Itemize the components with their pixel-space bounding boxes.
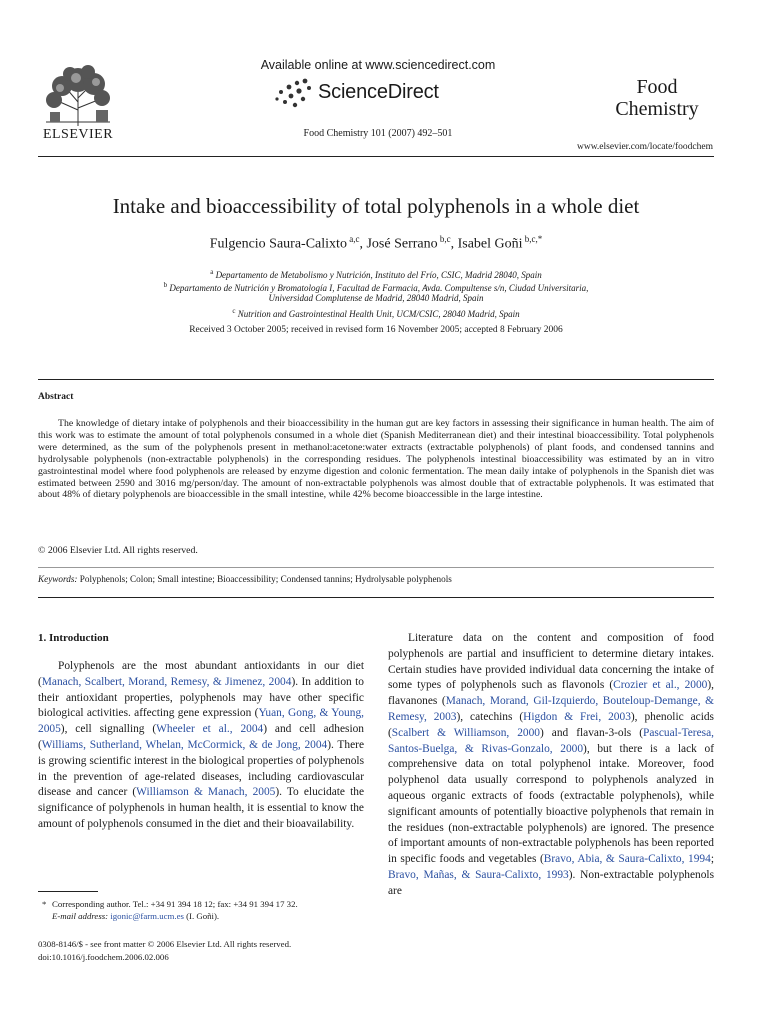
corresponding-author-footnote (38, 898, 364, 922)
body-text: ), cell signalling ( (60, 723, 157, 736)
keywords-list: Polyphenols; Colon; Small intestine; Bioaccessibility; Condensed tannins; Hydrolysable polyphenols (79, 574, 452, 584)
abstract-bottom-divider (38, 597, 714, 598)
keywords (38, 574, 452, 584)
citation-link[interactable]: Williams, Sutherland, Whelan, McCormick, & de Jong, 2004 (41, 738, 328, 751)
email-suffix: (I. Goñi). (183, 911, 220, 921)
affiliation-mark: a (210, 268, 214, 276)
keywords-label: Keywords: (38, 574, 78, 584)
author-name: Isabel Goñi (457, 236, 523, 252)
author-name: José Serrano (366, 236, 438, 252)
journal-title-line2: Chemistry (615, 98, 699, 120)
affiliation-mark: b (163, 281, 168, 289)
citation-link[interactable]: Manach, Morand, Gil-Izquierdo, Bouteloup-Demange, & Remesy, 2003 (388, 695, 715, 723)
abstract-top-divider (38, 379, 714, 380)
article-title: Intake and bioaccessibility of total polyphenols in a whole diet (112, 194, 640, 218)
journal-citation: Food Chemistry 101 (2007) 492–501 (303, 128, 453, 139)
citation-link[interactable]: Crozier et al., 2000 (613, 679, 708, 692)
publisher-name: ELSEVIER (42, 127, 114, 142)
journal-url-link[interactable]: www.elsevier.com/locate/foodchem (576, 142, 713, 152)
abstract-copyright: © 2006 Elsevier Ltd. All rights reserved. (38, 545, 198, 556)
affiliation-b-cont (38, 292, 714, 304)
affiliation-text: Universidad Complutense de Madrid, 28040 Madrid, Spain (268, 293, 484, 303)
doi-line: doi:10.1016/j.foodchem.2006.02.006 (38, 952, 169, 962)
sciencedirect-wordmark: ScienceDirect (318, 81, 439, 103)
citation-link[interactable]: Bravo, Mañas, & Saura-Calixto, 1993 (388, 868, 569, 881)
affiliation-text: Nutrition and Gastrointestinal Health Unit, UCM/CSIC, 28040 Madrid, Spain (237, 309, 520, 319)
body-text: ). To elucidate the significance of polyphenols in human health, it is essential to know the amount of polyphenols consumed in the diet and their bioavailability. (38, 786, 364, 830)
section-heading-introduction: 1. Introduction (38, 632, 109, 644)
body-text: ). There is growing scientific interest in the biological properties of polyphenols in the prevention of age-related diseases, including cardiovascular disease and cancer ( (38, 738, 364, 799)
abstract-body: The knowledge of dietary intake of polyphenols and their bioaccessibility in the human gut are key factors in assessing their significance in human health. The aim of this work was to estimate the amount of total polyphenols consumed in a whole diet (Spanish Mediterranean diet) and their intestinal bioaccessibility. Total polyphenols were determined, as the sum of the polyphenols present in methanol:acetone:water extracts (extractable polyphenols) of plant foods, and condensed tannins and hydrolysable polyphenols (non-extractable polyphenols) in the corresponding residues. The polyphenols intestinal bioaccessibility was estimated by an in vitro gastrointestinal model where food polyphenols are released by enzyme digestion and colonic fermentation. The mean daily intake of polyphenols in the Spanish diet was estimated between 2590 and 3016 mg/person/day. The amount of non-extractable polyphenols was almost double that of extractable polyphenols. It was estimated that about 48% of dietary polyphenols are bioaccessible in the small intestine, while 42% become bioaccessible in the large intestine. (38, 418, 714, 501)
footnote-star: * (42, 899, 47, 909)
body-text: ), phenolic acids ( (388, 710, 714, 739)
citation-link[interactable]: Manach, Scalbert, Morand, Remesy, & Jimenez, 2004 (41, 675, 292, 688)
body-text: Polyphenols are the most abundant antioxidants in our diet ( (38, 660, 364, 688)
available-online-text: Available online at www.sciencedirect.com (260, 58, 496, 72)
body-text: ), but there is a lack of comprehensive data on total polyphenol intake. Moreover, food polyphenol data usually correspond to polyphenols analyzed in aqueous organic extracts of foods (extractable polyphenols), while significant amounts of potentially bioactive polyphenols that remain in the residues (non-extractable polyphenols) are ignored. The presence of important amounts of non-extractable polyphenols has been reported in specific foods and vegetables ( (388, 742, 714, 866)
citation-link[interactable]: Higdon & Frei, 2003 (523, 710, 631, 723)
received-dates: Received 3 October 2005; received in revised form 16 November 2005; accepted 8 February 2006 (189, 325, 563, 335)
issn-doi-block (38, 938, 291, 964)
body-text: Literature data on the content and composition of food polyphenols are partial and insufficient to determine dietary intakes. Certain studies have provided individual data concerning the intake of some types of polyphenols such as flavonols ( (388, 632, 714, 692)
citation-link[interactable]: Williamson & Manach, 2005 (136, 786, 276, 799)
body-text: ), flavanones ( (388, 679, 715, 708)
affiliation-mark: c (232, 307, 236, 315)
email-label: E-mail address: (52, 911, 109, 921)
sciencedirect-dots-icon (273, 77, 313, 109)
body-text: ; (710, 853, 714, 866)
abstract-heading: Abstract (38, 392, 74, 402)
body-text: ), catechins ( (456, 710, 524, 723)
affiliation-text: Departamento de Nutrición y Bromatología I, Facultad de Farmacia, Avda. Compultense s/n, Ciudad Universitaria, (169, 283, 589, 293)
right-column-paragraph (388, 631, 714, 900)
body-text: ). In addition to their antioxidant properties, polyphenols may have other specific biological activities. affecting gene expression ( (38, 675, 364, 720)
email-link[interactable]: igonic@farm.ucm.es (110, 911, 184, 921)
left-column-paragraph (38, 659, 364, 833)
citation-link[interactable]: Scalbert & Williamson, 2000 (391, 726, 541, 739)
footnote-divider (38, 891, 98, 892)
citation-link[interactable]: Yuan, Gong, & Young, 2005 (38, 707, 364, 736)
abstract-mid-divider (38, 567, 714, 568)
header-divider (38, 156, 714, 157)
author-separator: , (450, 236, 458, 252)
author-name: Fulgencio Saura-Calixto (209, 236, 347, 252)
body-text: ) and cell adhesion ( (38, 723, 364, 751)
author-affiliation-mark: b,c,* (522, 234, 543, 244)
citation-link[interactable]: Wheeler et al., 2004 (156, 723, 264, 736)
citation-link[interactable]: Bravo, Abia, & Saura-Calixto, 1994 (543, 853, 711, 866)
author-affiliation-mark: a,c (346, 234, 360, 244)
citation-link[interactable]: Pascual-Teresa, Santos-Buelga, & Rivas-Gonzalo, 2000 (388, 726, 714, 755)
email-line (52, 910, 364, 922)
journal-title-line1: Food (636, 76, 678, 98)
author-separator: , (359, 236, 367, 252)
body-text: ) and flavan-3-ols ( (540, 726, 643, 739)
corresponding-author-text: Corresponding author. Tel.: +34 91 394 18 12; fax: +34 91 394 17 32. (52, 899, 298, 909)
author-list (38, 234, 714, 253)
body-text: ). Non-extractable polyphenols are (388, 868, 715, 897)
affiliation-c (38, 305, 714, 320)
author-affiliation-mark: b,c (437, 234, 451, 244)
affiliation-text: Departamento de Metabolismo y Nutrición, Instituto del Frío, CSIC, Madrid 28040, Spain (215, 270, 542, 280)
journal-title (612, 76, 702, 120)
issn-line: 0308-8146/$ - see front matter © 2006 Elsevier Ltd. All rights reserved. (38, 939, 292, 949)
